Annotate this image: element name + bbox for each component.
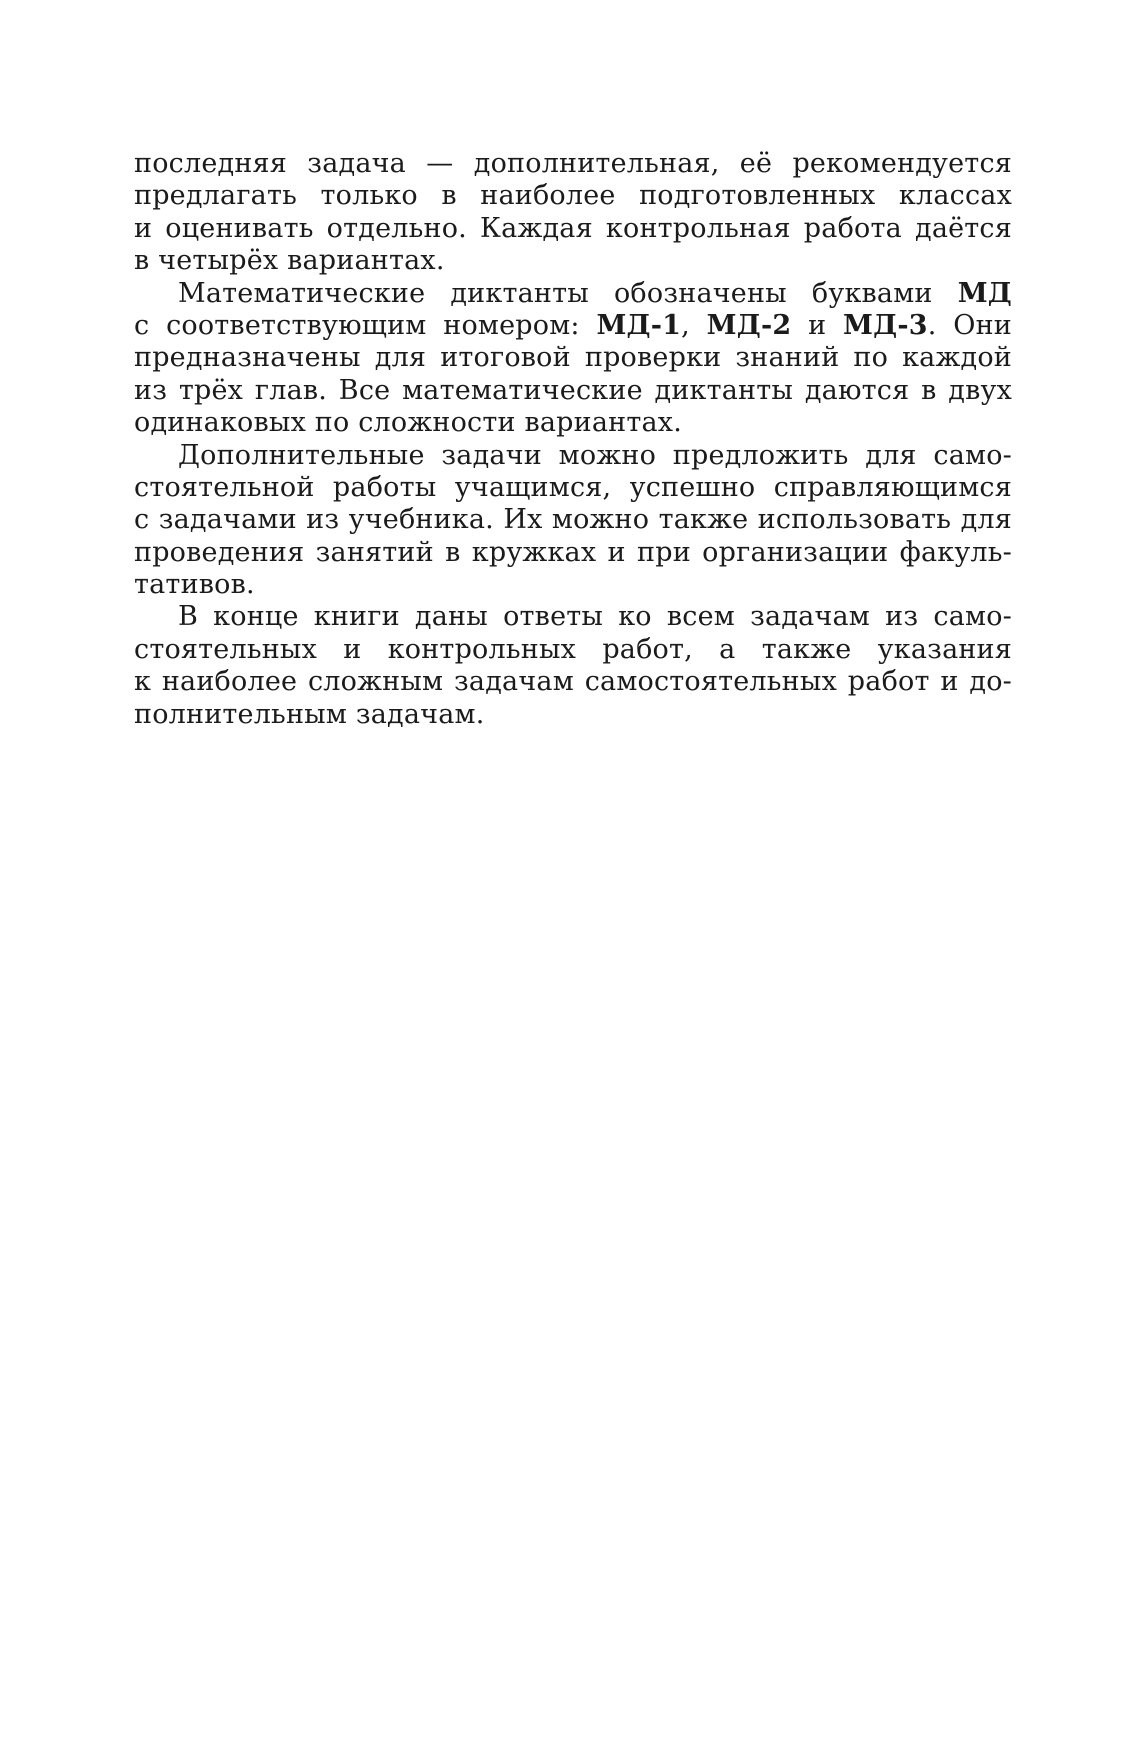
text-segment: с соответствующим номером: [134, 309, 597, 341]
text-segment: , [681, 309, 707, 341]
text-line: в четырёх вариантах. [134, 245, 445, 277]
paragraph [134, 601, 1012, 731]
body-text [134, 148, 1012, 731]
text-line: с задачами из учебника. Их можно также использовать для [134, 504, 1012, 536]
text-line [134, 310, 1012, 342]
text-segment: и [791, 309, 844, 341]
bold-label: МД [957, 277, 1012, 309]
text-line: стоятельной работы учащимся, успешно справляющимся [134, 471, 1012, 503]
bold-label: МД-3 [843, 309, 928, 341]
text-line: к наиболее сложным задачам самостоятельных работ и до- [134, 666, 1012, 698]
paragraph [134, 278, 1012, 440]
text-segment: . Они [927, 309, 1012, 341]
text-line: Дополнительные задачи можно предложить для само- [178, 439, 1012, 471]
text-line: полнительным задачам. [134, 698, 485, 730]
bold-label: МД-2 [706, 309, 792, 341]
text-line: стоятельных и контрольных работ, а также указания [134, 633, 1012, 665]
text-line: предназначены для итоговой проверки знаний по каждой [134, 342, 1012, 374]
text-line: предлагать только в наиболее подготовленных классах [134, 180, 1012, 212]
text-line [134, 278, 1012, 310]
text-line: В конце книги даны ответы ко всем задачам из само- [178, 601, 1012, 633]
paragraph [134, 148, 1012, 278]
text-segment: Математические диктанты обозначены буквами [178, 277, 958, 309]
text-line: и оценивать отдельно. Каждая контрольная работа даётся [134, 212, 1012, 244]
text-line: последняя задача — дополнительная, её рекомендуется [134, 148, 1012, 179]
paragraph [134, 440, 1012, 602]
text-line: из трёх глав. Все математические диктанты даются в двух [134, 374, 1012, 406]
text-line: проведения занятий в кружках и при организации факуль- [134, 536, 1012, 568]
text-line: тативов. [134, 569, 255, 601]
bold-label: МД-1 [596, 309, 682, 341]
text-line: одинаковых по сложности вариантах. [134, 407, 682, 439]
